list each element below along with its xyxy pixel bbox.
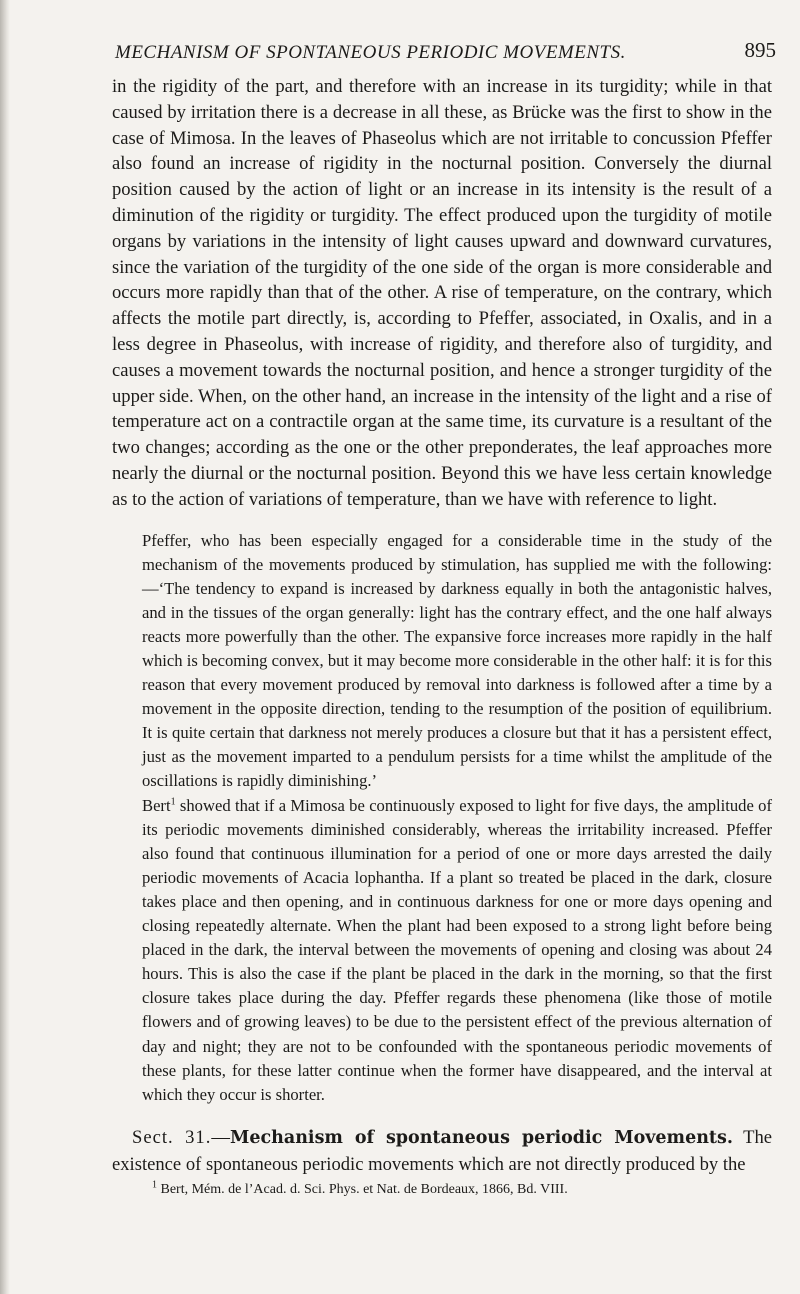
- footnote-reference: 1: [170, 796, 176, 808]
- body-paragraph: in the rigidity of the part, and therefore with an increase in its turgidity; while in that caused by irritation there is a decrease in all these, as Brücke was the first to show in the case of Mimosa. In the leaves of Phaseolus which are not irritable to concussion Pfeffer also found an increase of rigidity in the nocturnal position. Conversely the diurnal position caused by the action of light or an increase in its intensity is the result of a diminution of the rigidity or turgidity. The effect produced upon the turgidity of motile organs by variations in the intensity of light causes upward and downward curvatures, since the variation of the turgidity of the one side of the organ is more considerable and occurs more rapidly than that of the other. A rise of temperature, on the contrary, which affects the motile part directly, is, according to Pfeffer, associated, in Oxalis, and in a less degree in Phaseolus, with increase of rigidity, and therefore also of turgidity, and causes a movement towards the nocturnal position, and hence a stronger turgidity of the upper side. When, on the other hand, an increase in the intensity of the light and a rise of temperature act on a contractile organ at the same time, its curvature is a resultant of the two changes; according as the one or the other preponderates, the leaf approaches more nearly the diurnal or the nocturnal position. Beyond this we have less certain knowledge as to the action of variations of temperature, than we have with reference to light.: [112, 76, 772, 510]
- footnote: [152, 1181, 776, 1199]
- footnote-text: Bert, Mém. de l’Acad. d. Sci. Phys. et Nat. de Bordeaux, 1866, Bd. VIII.: [157, 1182, 568, 1198]
- section-label: Sect. 31.: [132, 1126, 212, 1148]
- running-title: MECHANISM OF SPONTANEOUS PERIODIC MOVEMENTS.: [115, 42, 626, 63]
- section-dash: —: [211, 1126, 230, 1148]
- section-heading: Mechanism of spontaneous periodic Movements.: [229, 1127, 733, 1148]
- bert-paragraph: [142, 794, 772, 1107]
- page-spine-shadow: [0, 0, 10, 1294]
- small-print-block: [112, 529, 772, 1107]
- footnote-marker: 1: [152, 1179, 157, 1191]
- section-text: The existence of spontaneous periodic movements which are not directly produced by the: [112, 1126, 772, 1175]
- running-head: [112, 38, 776, 74]
- bert-lead: Bert: [142, 795, 171, 815]
- book-page: [112, 38, 776, 1199]
- page-number: 895: [744, 38, 776, 62]
- bert-text: showed that if a Mimosa be continuously exposed to light for five days, the amplitude of its periodic movements diminished considerably, whereas the irritability increased. Pfeffer also found that continuous illumination for a period of one or more days arrested the daily periodic movements of Acacia lophantha. If a plant so treated be placed in the dark, closure takes place and then opening, and in continuous darkness for one or more days opening and closing repeatedly alternate. When the plant had been exposed to a strong light before being placed in the dark, the interval between the movements of opening and closing was about 24 hours. This is also the case if the plant be placed in the dark in the morning, so that the first closure takes place during the day. Pfeffer regards these phenomena (like those of motile flowers and of growing leaves) to be due to the persistent effect of the previous alternation of day and night; they are not to be confounded with the spontaneous periodic movements of these plants, for these latter continue when the former have disappeared, and the interval at which they occur is shorter.: [142, 795, 772, 1104]
- section-paragraph: [112, 1125, 772, 1178]
- quoted-paragraph: Pfeffer, who has been especially engaged for a considerable time in the study of the mechanism of the movements produced by stimulation, has supplied me with the following:—‘The tendency to expand is increased by darkness equally in both the antagonistic halves, and in the tissues of the organ generally: light has the contrary effect, and the one half always reacts more powerfully than the other. The expansive force increases more rapidly in the half which is becoming convex, but it may become more considerable in the other half: it is for this reason that every movement produced by removal into darkness is followed after a time by a movement in the opposite direction, tending to the resumption of the position of equilibrium. It is quite certain that darkness not merely produces a closure but that it has a persistent effect, just as the movement imparted to a pendulum persists for a time whilst the amplitude of the oscillations is rapidly diminishing.’: [142, 530, 772, 791]
